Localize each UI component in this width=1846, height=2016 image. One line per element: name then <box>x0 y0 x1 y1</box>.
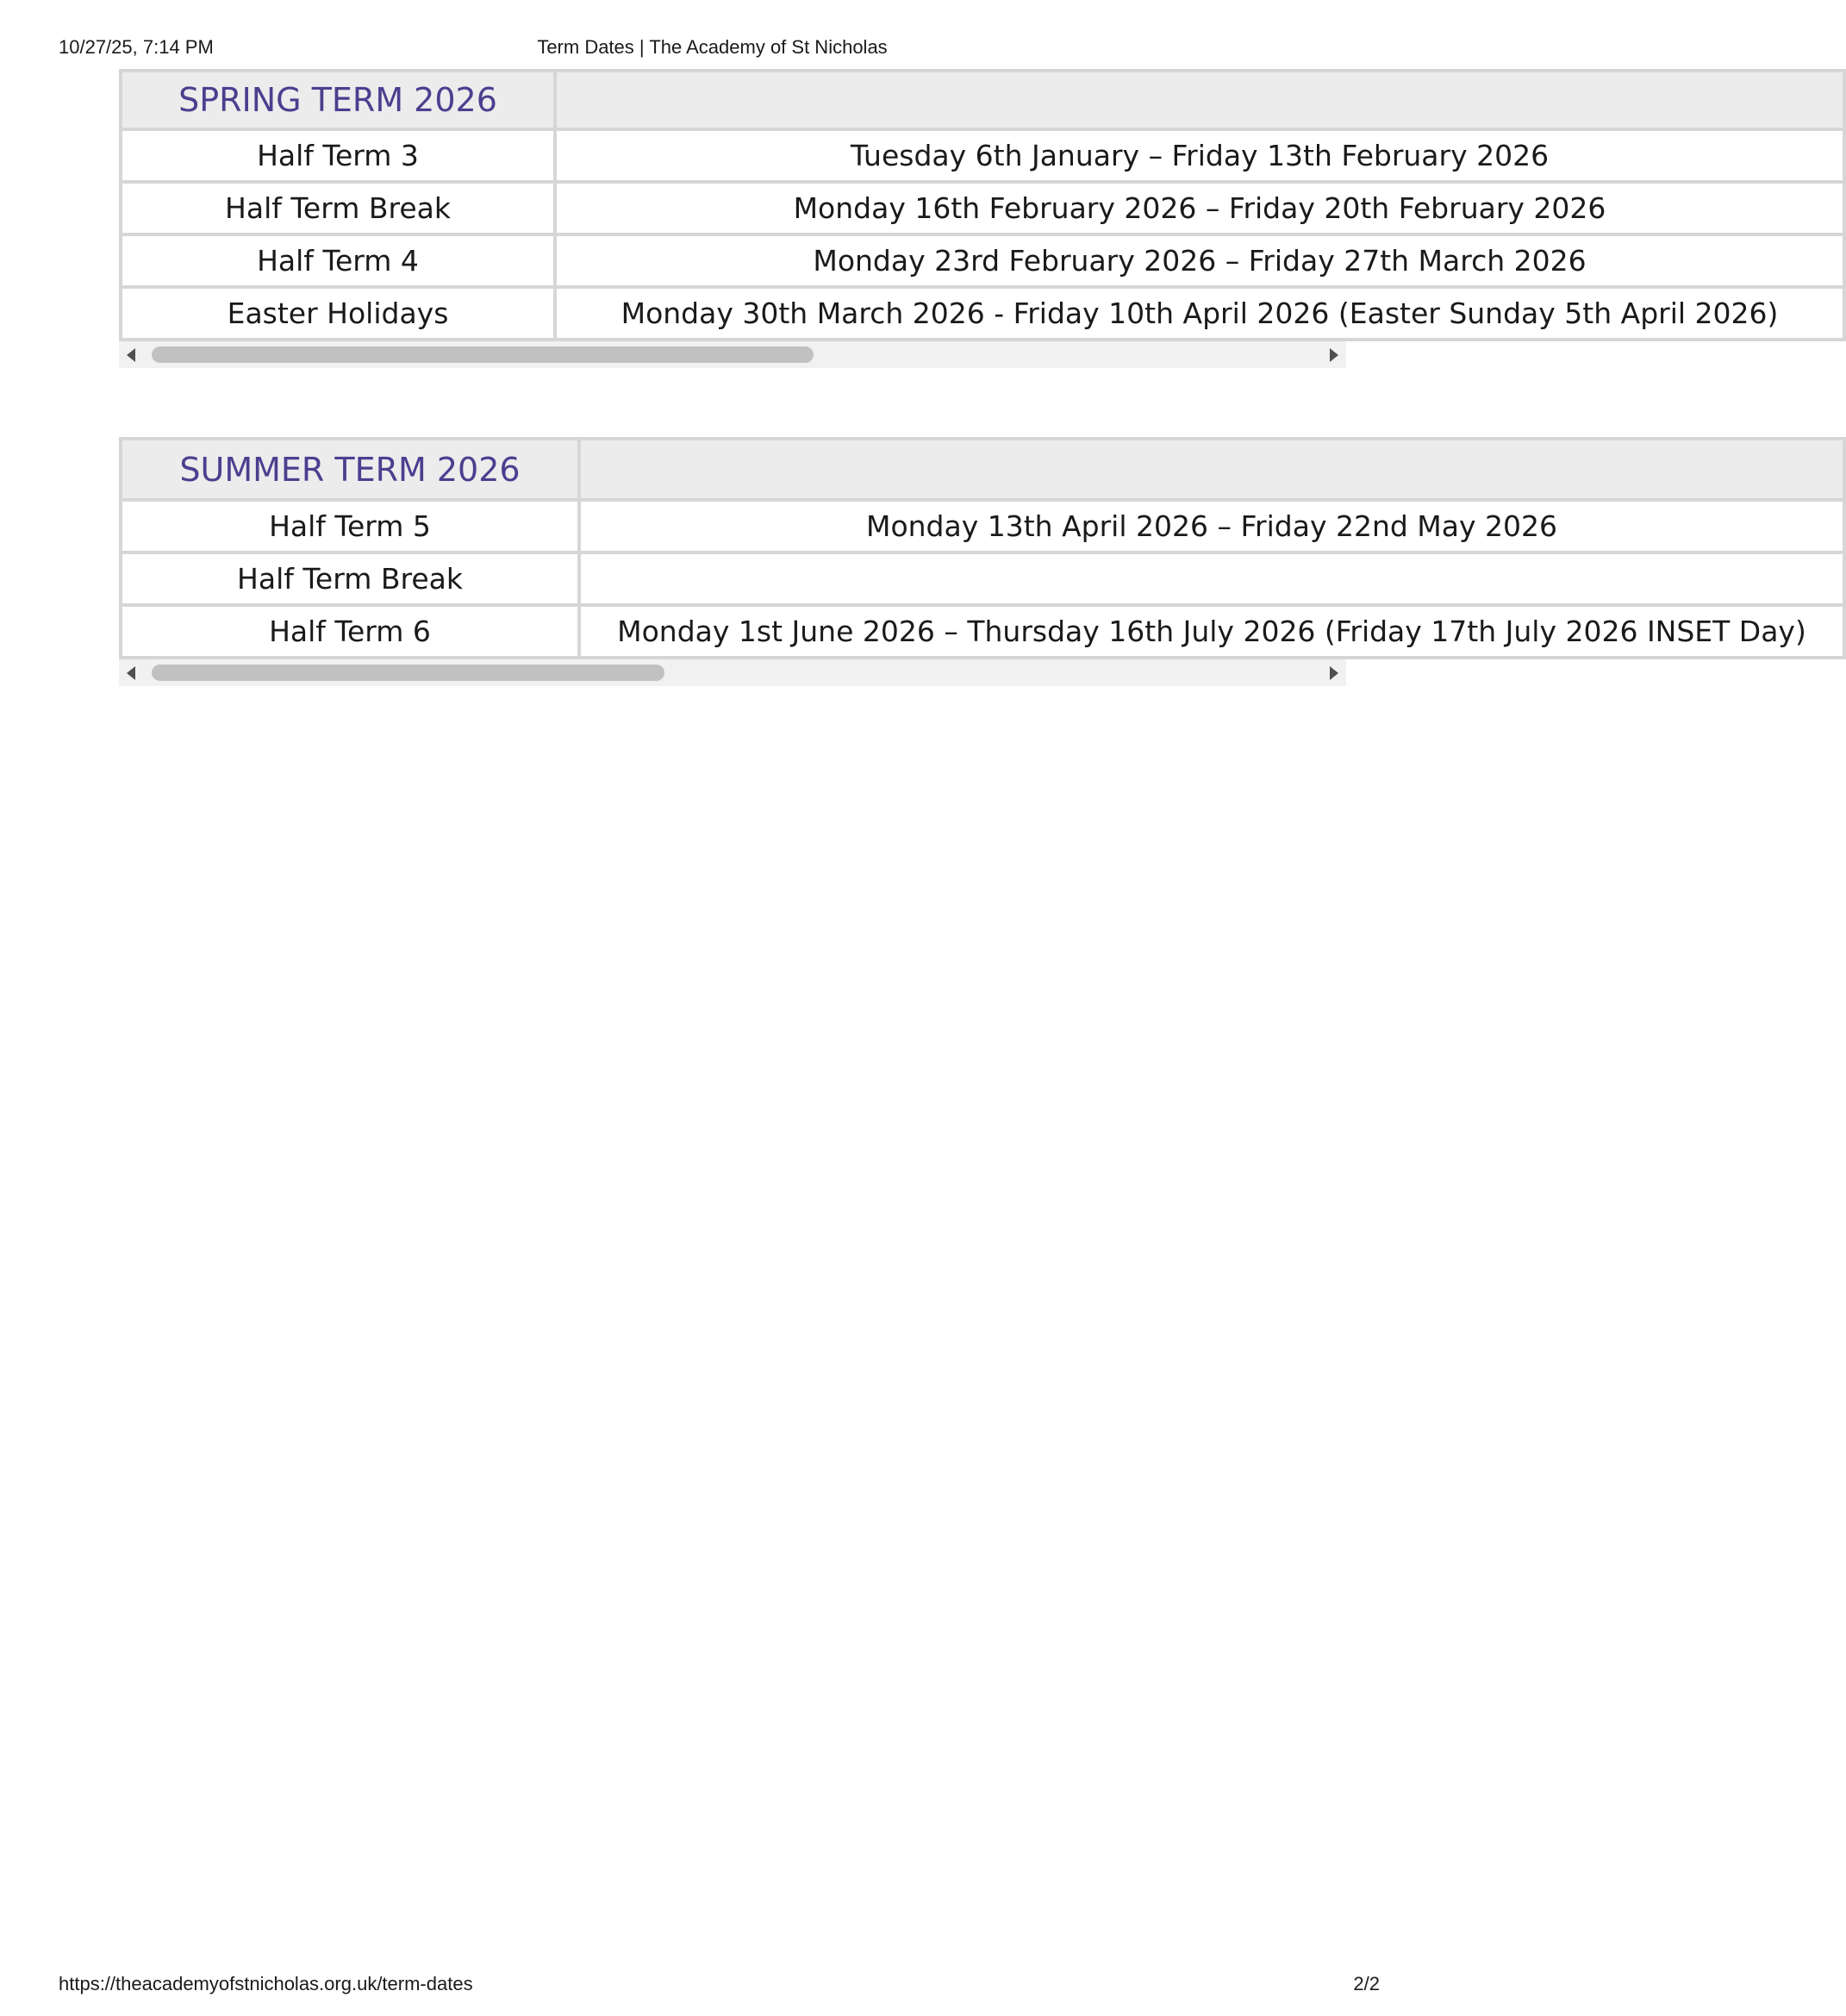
table-header-row <box>121 71 1844 129</box>
table-header-row <box>121 439 1844 500</box>
summer-term-table-container <box>119 437 1806 686</box>
summer-table-horizontal-scrollbar[interactable] <box>119 659 1346 686</box>
spring-term-heading: SPRING TERM 2026 <box>121 71 555 129</box>
term-dates <box>579 552 1844 605</box>
spring-term-heading-dates <box>555 71 1844 129</box>
table-row <box>121 234 1844 287</box>
summer-term-table <box>119 437 1846 659</box>
summer-term-heading-dates <box>579 439 1844 500</box>
term-label: Half Term Break <box>121 182 555 234</box>
term-dates: Monday 1st June 2026 – Thursday 16th July 2026 (Friday 17th July 2026 INSET Day) <box>579 605 1844 658</box>
print-header-datetime: 10/27/25, 7:14 PM <box>59 36 214 58</box>
spring-term-table-container <box>119 69 1779 368</box>
table-row <box>121 129 1844 182</box>
scroll-left-arrow-icon[interactable] <box>127 666 135 680</box>
print-footer-page-number: 2/2 <box>1353 1973 1380 1994</box>
scrollbar-thumb[interactable] <box>152 665 664 681</box>
term-label: Easter Holidays <box>121 287 555 340</box>
print-footer-url: https://theacademyofstnicholas.org.uk/term-dates <box>59 1973 473 1994</box>
spring-term-table <box>119 69 1846 341</box>
term-dates: Monday 13th April 2026 – Friday 22nd May 2026 <box>579 500 1844 552</box>
term-label: Half Term 5 <box>121 500 579 552</box>
term-dates: Monday 16th February 2026 – Friday 20th February 2026 <box>555 182 1844 234</box>
table-row <box>121 182 1844 234</box>
term-label: Half Term 6 <box>121 605 579 658</box>
scroll-left-arrow-icon[interactable] <box>127 348 135 362</box>
term-dates: Monday 30th March 2026 - Friday 10th April 2026 (Easter Sunday 5th April 2026) <box>555 287 1844 340</box>
term-label: Half Term 4 <box>121 234 555 287</box>
scrollbar-thumb[interactable] <box>152 346 814 363</box>
print-header-title: Term Dates | The Academy of St Nicholas <box>537 36 888 58</box>
table-row <box>121 605 1844 658</box>
table-row <box>121 552 1844 605</box>
scroll-right-arrow-icon[interactable] <box>1330 666 1338 680</box>
summer-term-heading: SUMMER TERM 2026 <box>121 439 579 500</box>
term-dates: Monday 23rd February 2026 – Friday 27th March 2026 <box>555 234 1844 287</box>
term-label: Half Term Break <box>121 552 579 605</box>
scroll-right-arrow-icon[interactable] <box>1330 348 1338 362</box>
table-row <box>121 500 1844 552</box>
term-dates: Tuesday 6th January – Friday 13th February 2026 <box>555 129 1844 182</box>
spring-table-horizontal-scrollbar[interactable] <box>119 341 1346 368</box>
term-label: Half Term 3 <box>121 129 555 182</box>
table-row <box>121 287 1844 340</box>
